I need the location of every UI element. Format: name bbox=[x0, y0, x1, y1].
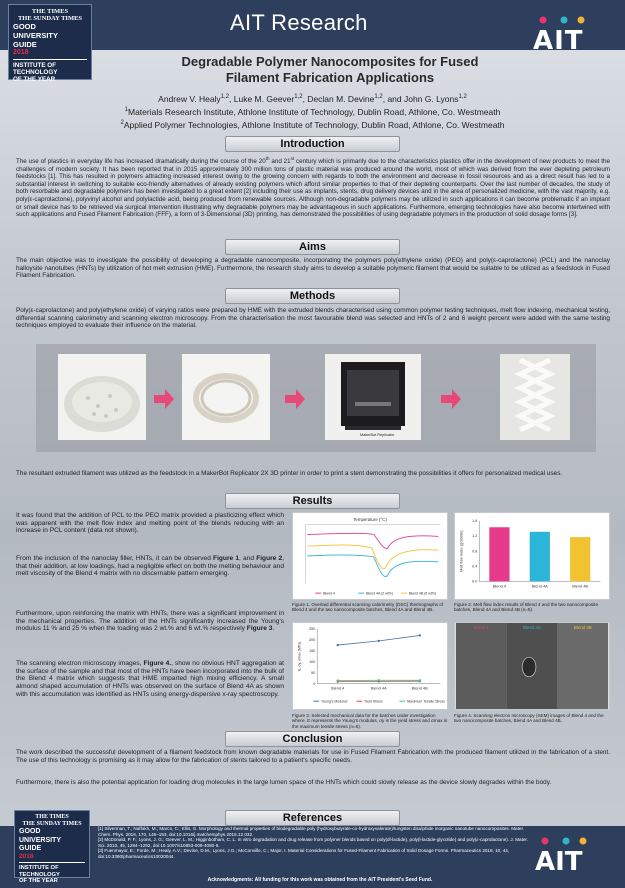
mech-y-tick: 100 bbox=[309, 659, 316, 664]
affiliation-2-number: 2 bbox=[120, 119, 124, 126]
author-1: Andrew V. Healy bbox=[158, 93, 221, 104]
arrow-right-icon bbox=[440, 388, 462, 410]
section-heading-introduction: Introduction bbox=[225, 136, 400, 152]
affiliation-1-text: Materials Research Institute, Athlone Institute of Technology, Dublin Road, Athlone, Co. Westmeath bbox=[128, 106, 501, 117]
ait-logo-icon bbox=[533, 15, 595, 51]
mfi-y-tick: 0.4 bbox=[472, 564, 478, 569]
author-1-affil: 1,2 bbox=[220, 94, 230, 100]
intro-sup-2: st bbox=[290, 156, 295, 161]
figure-4-caption: Figure 4. Scanning electron microscopy (SEM) images of Blend 4 and the two nanocomposite batches, Blend 4A and Blend 4B. bbox=[454, 713, 604, 724]
aims-text: The main objective was to investigate the possibility of developing a degradable nanocomposite, incorporating the polymers poly(ethylene oxide) (PEO) and poly(ε-caprolactone) (PCL) and the nanoclay halloysite nanotubes (HNTs) by utilization of hot melt extrusion (HME). Furthermore, the research study aims to develop a suitable polymeric filament that would be suitable to be utilized as a feedstock in Fused Filament Fabrication. bbox=[16, 257, 610, 280]
methods-text-after: The resultant extruded filament was utilized as the feedstock in a MakerBot Replicator 2X 3D printer in order to print a stent demonstrating the possibilities it offers for personalized medical uses. bbox=[16, 470, 563, 477]
dsc-series-blend4a bbox=[307, 555, 438, 577]
mech-x-tick: Blend 4 bbox=[331, 685, 345, 691]
filament-photo bbox=[182, 354, 270, 440]
mfi-y-tick: 0.8 bbox=[472, 549, 478, 554]
badge-award-3: OF THE YEAR bbox=[13, 76, 56, 83]
3d-printer-photo bbox=[325, 354, 421, 440]
footer-badge-award-2: TECHNOLOGY bbox=[19, 871, 60, 878]
author-4: , and John G. Lyons bbox=[382, 93, 459, 104]
footer-badge-year: 2018 bbox=[19, 852, 34, 860]
affiliation-2-text: Applied Polymer Technologies, Athlone Institute of Technology, Dublin Road, Athlone, Co. Westmeath bbox=[123, 119, 505, 130]
figure-1-dsc-chart bbox=[292, 512, 448, 600]
section-heading-conclusion: Conclusion bbox=[225, 731, 400, 747]
mfi-y-label: Melt flow index (g/10min) bbox=[459, 530, 464, 572]
mfi-bar bbox=[489, 527, 509, 581]
figure-4-sem-images bbox=[454, 622, 610, 710]
mfi-x-tick: Blend 4A bbox=[531, 583, 548, 589]
acknowledgments: Acknowledgments: All funding for this work was obtained from the AIT President's Seed Fund. bbox=[207, 877, 433, 883]
author-4-affil: 1,2 bbox=[458, 94, 467, 100]
badge-paper: THE TIMES bbox=[31, 8, 69, 15]
printed-stent-photo bbox=[500, 354, 570, 440]
reference-2: [2] McDonald, P. F.; Lyons, J. G.; Geever, L. M.; Higginbotham, C. L. In vitro degradation and drug release from polymer blends based on poly(dl-lactide), poly(l-lactide-glycolide) and poly(ε-caprolactone). J. Mater. Sci. 2010, 45, 1284–1292, doi:10.1007/s10853-009-4080-6. bbox=[98, 837, 528, 848]
dsc-legend-label: Blend 4B (6 wt%) bbox=[409, 591, 437, 596]
figure-2-caption: Figure 2. Melt flow index results of Blend 4 and the two nanocomposite batches, Blend 4A and Blend 4B (n=5). bbox=[454, 602, 599, 613]
figure-2-ref: Figure 2 bbox=[256, 555, 283, 562]
footer-university-guide-badge bbox=[14, 810, 90, 884]
badge-award-2: TECHNOLOGY bbox=[13, 69, 58, 76]
results2-c: , that their addition, at low loadings, had a negligible effect on both the melting behaviour and melt viscosity of the Blend 4 matrix with no discernable pattern emerging. bbox=[16, 555, 285, 578]
poster-title bbox=[100, 54, 560, 86]
mech-series-point bbox=[419, 679, 421, 681]
dsc-legend-label: Blend 4 bbox=[323, 591, 335, 596]
mfi-y-tick: 1.2 bbox=[472, 534, 478, 539]
figure-2-mfi-chart bbox=[454, 512, 610, 600]
references-list bbox=[98, 826, 528, 859]
mech-y-tick: 50 bbox=[311, 670, 316, 675]
reference-1: [1] Silverman, T.; Naffakh, M.; Marco, C.; Ellis, G. Morphology and thermal properties of biodegradable poly (hydroxybutyrate-co-hydroxyvalerate)/tungsten disulphide inorganic nanotube nanocomposites. Mater. Chem. Phys. 2016, 170, 145–153, doi:10.1016/j.matchemphys.2015.12.032. bbox=[98, 826, 524, 837]
sem-label-blend4: Blend 4 bbox=[473, 624, 489, 630]
author-list bbox=[60, 92, 565, 105]
results-paragraph-1: It was found that the addition of PCL to the PEO matrix provided a plasticizing effect which was apparent with the melt flow index and melting point of the blends reducing with an increase in PCL content (data not shown). bbox=[16, 512, 284, 535]
methods-text: Poly(ε-caprolactone) and poly(ethylene oxide) of varying ratios were prepared by HME with the extruded blends characterised using common polymer testing techniques, melt flow indexing, mechanical testing, differential scanning calorimetry and scanning electron microscopy. From the characterisation the most favourable blend was selected and HNTs of 2 and 6 weight percent were added with the same testing techniques employed to evaluate their influence on the material. bbox=[16, 307, 610, 330]
intro-text-c: century which is primarily due to the characteristics plastics offer in the development of new products to meet the challenges of modern society. It has been reported that in 2015 approximately 300 million tons of plastic material was produced around the world, most of which was derived from the ever depleting petroleum feedstocks [1]. This has resulted in polymers attracting increased interest owing to the growing concern with regards to both the environment and decrease in fossil resources and as a direct result has led to a substantial interest in switching to suitable eco-friendly alternatives of already existing polymers which afford similar properties to that of their depleting counterparts. Over the last number of decades, the study of both resorbable and degradable polymers has been investigated to a great extent [2] including their use as implants, stents, drug delivery devices and in the area of personalized medicine, with the vast majority, e.g. poly(ε-caprolactone), polyvinyl alcohol and polylactide acid, being produced from renewable sources. Although non-degradable polymers may be utilized in such applications it can become problematic if an implant or small device has to be retrieved via surgical intervention illustrating why degradable polymers may be advantageous in such applications. Furthermore, emerging technologies have also become intertwined with such applications and Fused Filament Fabrication (FFF), a form of 3-Dimensional (3D) printing, has demonstrated the possibilities of using degradable polymers in the production of solid dosage forms [3]. bbox=[16, 158, 610, 219]
footer-badge-award-1: INSTITUTE OF bbox=[19, 865, 59, 871]
university-guide-badge bbox=[8, 4, 92, 83]
dsc-xlabel: Temperature (°C) bbox=[353, 516, 387, 522]
mech-y-tick: 250 bbox=[309, 627, 316, 632]
author-3-affil: 1,2 bbox=[374, 94, 383, 100]
footer-badge-line-3: GUIDE bbox=[19, 845, 42, 852]
dsc-legend-label: Blend 4A (2 wt%) bbox=[366, 591, 393, 596]
footer-badge-line-1: GOOD bbox=[19, 828, 41, 835]
reference-3: [3] Fuenmayor, E.; Forde, M.; Healy, A.V.; Devine, D.M.; Lyons, J.G.; McConville, C.; Major, I. Material Considerations for Fused-Filament Fabrication of Solid Dosage Forms. Pharmaceutics 2018, 10, 44, doi:10.3390/pharmaceutics10020044. bbox=[98, 848, 510, 859]
pellets-photo bbox=[58, 354, 146, 440]
footer-badge-paper: THE TIMES bbox=[35, 814, 69, 820]
arrow-right-icon bbox=[153, 388, 175, 410]
poster-title-line-2: Filament Fabrication Applications bbox=[225, 70, 435, 85]
figure-4-ref: Figure 4. bbox=[143, 660, 172, 667]
figure-1-caption: Figure 1. Overlaid differential scanning calorimetry (DSC) thermographs of Blend 4 and the two nanocomposite batches, Blend 4A and Blend 4B. bbox=[292, 602, 444, 613]
intro-text-a: The use of plastics in everyday life has increased dramatically during the course of the 20 bbox=[16, 158, 266, 166]
authors-block bbox=[60, 92, 565, 130]
affiliation-1-number: 1 bbox=[124, 106, 128, 113]
arrow-right-icon bbox=[284, 388, 306, 410]
printer-label: MakerBot Replicator bbox=[360, 433, 395, 437]
author-3: , Declan M. Devine bbox=[302, 93, 375, 104]
footer-ait-logo bbox=[535, 836, 597, 879]
section-heading-references: References bbox=[225, 810, 400, 826]
mfi-bar bbox=[530, 532, 550, 582]
sem-label-blend4b: Blend 4B bbox=[573, 624, 592, 630]
mech-legend-label: Young's Modulus bbox=[321, 699, 348, 704]
mech-legend-label: Maximum Tensile Stress bbox=[407, 699, 446, 704]
badge-line-2: UNIVERSITY bbox=[13, 31, 59, 40]
conclusion-paragraph-2: Furthermore, there is also the potential application for loading drug molecules in the large lumen space of the HNTs which could slowly release as the device slowly degrades within the body. bbox=[16, 779, 552, 786]
results4-b: , show no obvious HNT aggregation at the surface of the sample and that most of the HNTs have been incorporated into the bulk of the Blend 4 matrix which suggests that HME imparted high mixing efficiency. A small almond shaped accumulation of HNTs was observed on the surface of Blend 4A as shown with this accumulation was identified as HNTs using energy-dispersive x-ray spectroscopy. bbox=[16, 660, 284, 698]
results2-b: , and bbox=[239, 555, 257, 562]
mfi-y-tick: 0.0 bbox=[472, 579, 478, 584]
intro-text-b: and 21 bbox=[269, 158, 291, 166]
section-heading-results: Results bbox=[225, 493, 400, 509]
figure-3-caption: Figure 3. Selected mechanical data for the batches under investigation where, E represents the Young's modulus, σy is the yield stress and σmax is the maximum tensile stress (n=5). bbox=[292, 713, 448, 729]
mfi-x-tick: Blend 4 bbox=[492, 583, 507, 589]
intro-sup-1: th bbox=[265, 156, 270, 161]
sem-label-blend4a: Blend 4A bbox=[523, 624, 541, 630]
conclusion-paragraph-1: The work described the successful development of a filament feedstock from known degradable materials for use in Fused Filament Fabrication with the produced filament utilized in the fabrication of a stent. The use of this technology is promising as it may allow for the fabrication of stents tailored to a patient's specific needs. bbox=[16, 749, 610, 764]
mech-series-point bbox=[419, 634, 421, 636]
badge-award-1: INSTITUTE OF bbox=[13, 62, 57, 69]
author-2: , Luke M. Geever bbox=[229, 93, 295, 104]
badge-paper-2: THE SUNDAY TIMES bbox=[17, 15, 83, 22]
results4-a: The scanning electron microscopy images, bbox=[16, 660, 144, 667]
footer-badge-line-2: UNIVERSITY bbox=[19, 836, 62, 844]
mech-series-point bbox=[378, 679, 380, 681]
poster-title-line-1: Degradable Polymer Nanocomposites for Fused bbox=[181, 54, 479, 69]
results2-a: From the inclusion of the nanoclay filler, HNTs, it can be observed bbox=[16, 555, 214, 562]
section-heading-aims: Aims bbox=[225, 239, 400, 255]
section-heading-methods: Methods bbox=[225, 288, 400, 304]
author-2-affil: 1,2 bbox=[294, 94, 303, 100]
mech-x-tick: Blend 4B bbox=[411, 685, 428, 691]
footer-badge-paper-2: THE SUNDAY TIMES bbox=[22, 820, 82, 827]
introduction-text bbox=[16, 155, 610, 219]
mech-series-point bbox=[337, 679, 339, 681]
footer-badge-award-3: OF THE YEAR bbox=[19, 878, 58, 884]
results-paragraph-2 bbox=[16, 555, 284, 578]
mech-y-tick: 0 bbox=[313, 681, 316, 686]
mfi-x-tick: Blend 4B bbox=[572, 583, 589, 589]
mech-series-point bbox=[337, 644, 339, 646]
mfi-bar bbox=[570, 537, 590, 581]
figure-1-ref: Figure 1 bbox=[213, 555, 240, 562]
mech-x-tick: Blend 4A bbox=[370, 685, 387, 691]
mech-y-label: E, σy, σmax (MPa) bbox=[297, 641, 302, 671]
footer-ait-logo-icon bbox=[535, 836, 597, 872]
site-title: AIT Research bbox=[230, 10, 368, 35]
badge-line-1: GOOD bbox=[13, 22, 36, 31]
dsc-series-blend4 bbox=[307, 533, 438, 548]
ait-logo bbox=[533, 15, 595, 59]
mech-series-point bbox=[378, 640, 380, 642]
results3-a: Furthermore, upon reinforcing the matrix with HNTs, there was a significant improvement in the mechanical properties. The addition of the HNTs significantly increased the Young's modulus 11 % and 25 % when the loading was 2 wt.% and 6 wt.% respectively bbox=[16, 610, 284, 633]
badge-year: 2018 bbox=[13, 49, 29, 56]
badge-line-3: GUIDE bbox=[13, 40, 37, 49]
results3-b: . bbox=[272, 625, 275, 633]
results-paragraph-4 bbox=[16, 660, 284, 699]
figure-3-mechanical-chart bbox=[292, 622, 448, 710]
affiliation-2 bbox=[60, 118, 565, 131]
affiliation-1 bbox=[60, 105, 565, 118]
footer-ait-logo-text: AIT bbox=[535, 847, 583, 872]
mech-legend-label: Yield Stress bbox=[364, 699, 383, 704]
figure-3-ref: Figure 3 bbox=[246, 625, 273, 633]
ait-logo-text: AIT bbox=[533, 26, 584, 51]
mfi-y-tick: 1.6 bbox=[472, 519, 478, 524]
results-paragraph-3 bbox=[16, 610, 284, 633]
mech-y-tick: 200 bbox=[309, 638, 316, 643]
mech-y-tick: 150 bbox=[309, 649, 316, 654]
